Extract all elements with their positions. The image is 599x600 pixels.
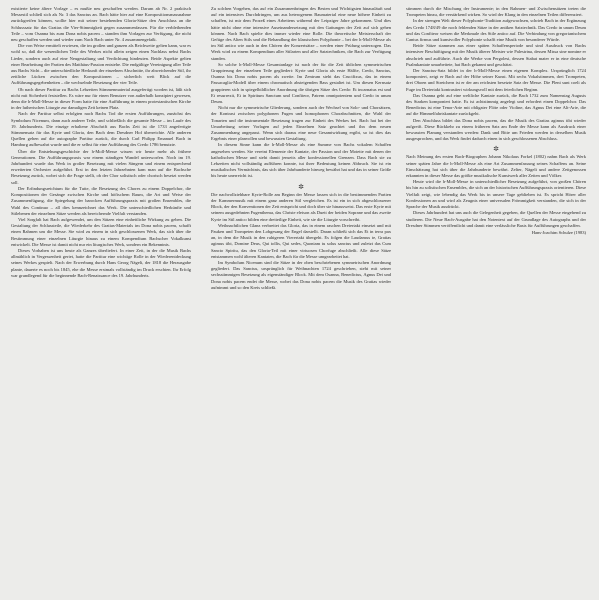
paragraph: Dieses Jahrhundert hat uns auch die Gelegenheit gegeben, die Quellen der Messe eingehend zu studieren. Die Neue Bach-Ausgabe hat den Notentext auf der Grundlage des Autographs und der Dresdner Stimmen veröffentlicht und damit eine verlässliche Basis für Aufführungen geschaffen. [406, 210, 586, 228]
paragraph: Dieses Vorhaben ist uns heute als Ganzes überliefert. In einer Zeit, in der die Musik Bachs allmählich in Vergessenheit geriet, hatte die Partitur eine wichtige Rolle in der Wiederentdeckung seines Werkes gespielt. Nach der Erwerbung durch Hans Georg Nägeli, der 1818 die Herausgabe plante, dauerte es noch bis 1845, ehe die Messe erstmals vollständig im Druck erschien. Ihr Erfolg war grundlegend für die beginnende Bach-Renaissance des 19. Jahrhunderts. [11, 247, 191, 278]
paragraph: Ob nach dieser Partitur zu Bachs Lebzeiten Stimmenmaterial ausgefertigt worden ist, läßt sich nicht mit Sicherheit feststellen. Es wäre nur für einen Benutzer von außerhalb konzipiert gewesen, denn die h-Moll-Messe in dieser Form hatte für eine Aufführung in einem protestantischen Kirche in der lutherischen Liturgie zur damaligen Zeit keinen Platz. [11, 86, 191, 111]
paragraph: So solche h-Moll-Messe Gesamtanlage ist nach der für die Zeit üblichen symmetrischen Gruppierung der einzelnen Teile gegliedert: Kyrie und Gloria als erste Hälfte, Credo, Sanctus, Osanna bis Dona nobis pacem als zweite. Im Zentrum steht das Crucifixus, das in einem Passacaglia-Modell über einem chromatisch absteigenden Bass gestaltet ist. Um diesen Kernsatz gruppieren sich in spiegelbildlicher Anordnung die übrigen Sätze des Credo: Et incarnatus est und Et resurrexit, Et in Spiritum Sanctum und Confiteor, Patrem omnipotentem und Credo in unum Deum. [211, 61, 391, 105]
paragraph: Der Erfindungsreichtum für die Tutte, die Besetzung des Chores zu einem Doppelchor, die Kompositionen der Gesänge zwischen Kirche und höfischem Raum, die Art und Weise der Zusammenfügung, die Spiegelung der barocken Aufführungspraxis mit großen Ensembles, die Wahl des Continuo – all dies kennzeichnet das Werk. Die unterschiedlichen Herkünfte und Stilebenen der einzelnen Sätze werden als bereichernde Vielfalt verstanden. [11, 185, 191, 216]
paragraph: stimmen durch die Mischung der Instrumente; in den Rahmen- und Zwischensätzen treten die Trompeten hinzu, die verstärkend wirken. So wird der Klang in den einzelnen Teilen differenziert. [406, 6, 586, 18]
paragraph: Die von Weise ermittelt erwiesen, die im großen und ganzen als Reichweite gelten kann, war es wohl so, daß die wesentlichen Teile des Werkes nicht allein zeigen einen Nachlass nebst Bachs Lieder, sondern auch auf eine Neugestaltung und Verdichtung hindeuten. Beide Aspekte gelten einer Bearbeitung der Partien des Matthäus-Passion entstehe. Die endgültige Vereinigung aller Teile aus Bachs Sicht – die unterschiedliche Herkunft der einzelnen Abschnitte, ihr abweichender Stil, ihr zeitliche Lücken zwischen den Kompositionen – sicherlich weit Blick auf die Aufführungsgegebenheiten – die wechselnde Besetzung der vier Teile. [11, 43, 191, 86]
paragraph: Die nachvollziehbare Kyrie-Rolle am Beginn der Messe lassen sich in die bestimmenden Partien der Kammermusik mit einem ganz anderen Stil vergleichen. Es ist ein in sich abgeschlossener Block, der den Konventionen der Zeit entspricht und doch über sie hinausweist. Das erste Kyrie mit seinem ausgedehnten Fugenthema, das Christe eleison als Duett der beiden Soprane und das zweite Kyrie im Stil antico bilden eine dreiteilige Einheit, wie sie die Liturgie vorschreibt. [211, 191, 391, 222]
paragraph: Nicht nur die symmetrische Gliederung, sondern auch der Wechsel von Solo- und Chorsätzen, der Kontrast zwischen polyphonen Fugen und homophonen Chorabschnitten, die Wahl der Tonarten und die instrumentale Besetzung tragen zur Einheit des Werkes bei. Bach hat bei der Umarbeitung seiner Vorlagen auf jeden Einzelnen Satz geachtet und ihn dem neuen Zusammenhang angepasst. Wenn sich daraus eine neue Gesamtwirkung ergibt, so ist dies das Ergebnis einer planvollen und bewussten Gestaltung. [211, 105, 391, 142]
paragraph: Zu solchen Vorgehen, das auf ein Zusammenbringen des Besten und Wichtigsten hinausläuft und auf ein intensives Durchdringen, um aus heterogenem Baumaterial eine neue höhere Einheit zu schaffen, ist mir dem Prozeß eines Arbeitens während der Leipziger Jahre gekommen. Und dies hätte nicht ohne eine intensive Auseinandersetzung mit den Gattungen der Zeit auf sich gehen können. Nach Bach spielte dies immer wieder eine Rolle. Die theoretische Meisterschaft der Gefüge des Alten Stils und die Behandlung der klassischen Polyphonie – bei der h-Moll-Messe als im Stil antico wie auch in den Chören der Konzertsätze – werden einer Prüfung unterzogen. Das Werk wird zu einem Kompendium aller Stilarten und aller Satztechniken, die Bach zur Verfügung standen. [211, 6, 391, 61]
text-column-3 [406, 6, 586, 236]
paragraph: Über die Entstehungsgeschichte der h-Moll-Messe wissen wir heute mehr als frühere Generationen. Die Aufführungspraxis war einem ständigen Wandel unterworfen. Noch im 19. Jahrhundert wurde das Werk in großer Besetzung mit vielen Sängern und einem entsprechend erweiterten Orchester aufgeführt. Erst in den letzten Jahrzehnten kam man auf die Bachsche Besetzung zurück, wobei sich die Frage stellt, ob der Chor solistisch oder chorisch besetzt werden soll. [11, 148, 191, 185]
paragraph: Heute wird die h-Moll-Messe in unterschiedlicher Besetzung aufgeführt, von großen Chören bis hin zu solistischen Ensembles, die sich an der historischen Aufführungspraxis orientieren. Diese Vielfalt zeigt, wie lebendig das Werk bis in unsere Tage geblieben ist. Es spricht Hörer aller Konfessionen an und wird als Zeugnis einer universalen Frömmigkeit verstanden, die sich in der Sprache der Musik ausdrückt. [406, 179, 586, 210]
text-column-2 [211, 6, 391, 291]
text-column-1 [11, 6, 191, 279]
paragraph: Nach Meinung des ersten Bach-Biographen Johann Nikolaus Forkel (1802) nahm Bach als Werk seiner späten Jahre die h-Moll-Messe als eine Art Zusammenfassung seines Schaffens an. Seine Einschätzung hat sich über die Jahrhunderte bewährt. Zelter, Nägeli und andere Zeitgenossen erkannten in dieser Messe das größte musikalische Kunstwerk aller Zeiten und Völker. [406, 154, 586, 179]
paragraph: Weihnachtlichen Glanz verbreitet das Gloria, das in einem raschen Dreiertakt einsetzt und mit Pauken und Trompeten den Lobgesang der Engel darstellt. Daran schließt sich das Et in terra pax an, in dem die Musik in den ruhigeren Vierertakt übergeht. Es folgen die Laudamus te, Gratias agimus tibi, Domine Deus, Qui tollis, Qui sedes, Quoniam tu solus sanctus und zuletzt das Cum Sancto Spiritu, das den Gloria-Teil mit einer virtuosen Chorfuge abschließt. Alle diese Sätze entstammen wohl älteren Kantaten, die Bach für die Messe umgearbeitet hat. [211, 222, 391, 259]
section-ornament: ✲ [298, 182, 304, 191]
paragraph: Im Symbolum Nicenum sind die Sätze in der oben beschriebenen symmetrischen Anordnung gegliedert. Das Sanctus, ursprünglich für Weihnachten 1724 geschrieben, steht mit seiner sechsstimmigen Besetzung als eigenständiger Block. Mit dem Osanna, Benedictus, Agnus Dei und Dona nobis pacem endet die Messe, wobei das Dona nobis pacem die Musik des Gratias wieder aufnimmt und so den Kreis schließt. [211, 259, 391, 290]
paragraph: Viel Sorgfalt hat Bach aufgewendet, um den Sätzen eine einheitliche Wirkung zu geben. Die Gestaltung der Schlussteile, die Wiederkehr des Gratias-Materials im Dona nobis pacem, schafft einen Rahmen um die Messe. Sie wird zu einem in sich geschlossenen Werk, das sich über die Bestimmung einer einzelnen Liturgie hinaus zu einem Kompendium Bachscher Vokalkunst entwickelt. Die Messe ist damit nicht nur ein liturgisches Werk, sondern ein Bekenntnis. [11, 216, 191, 247]
paragraph: Der Sanctus-Satz bildet in der h-Moll-Messe einen eigenen Komplex. Ursprünglich 1724 komponiert, zeigt er Bach auf der Höhe seiner Kunst. Mit sechs Vokalstimmen, drei Trompeten, drei Oboen und Streichern ist er der am reichsten besetzte Satz der Messe. Die Pleni sunt coeli als Fuge im Dreiertakt kontrastiert wirkungsvoll mit dem feierlichen Beginn. [406, 68, 586, 92]
paragraph: Das Osanna geht auf eine weltliche Kantate zurück, die Bach 1732 zum Namenstag Augusts des Starken komponiert hatte. Es ist achtstimmig angelegt und erfordert einen Doppelchor. Das Benedictus ist eine Tenor-Arie mit obligater Flöte oder Violine, das Agnus Dei eine Alt-Arie, die auf die Himmelfahrtskantate zurückgeht. [406, 92, 586, 117]
section-ornament: ✲ [493, 145, 499, 154]
paragraph: In diesem Sinne kann die h-Moll-Messe als eine Summe von Bachs vokalem Schaffen angesehen werden. Sie vereint Elemente der Kantate, der Passion und der Motette mit denen der katholischen Messe und steht damit jenseits aller konfessionellen Grenzen. Dass Bach sie zu Lebzeiten nicht vollständig aufführen konnte, tut ihrer Bedeutung keinen Abbruch. Sie ist ein musikalisches Vermächtnis, das sich über Jahrhunderte hinweg bewährt hat und das in seiner Größe bis heute unerreicht ist. [211, 142, 391, 179]
paragraph: Den Abschluss bildet das Dona nobis pacem, das die Musik des Gratias agimus tibi wieder aufgreift. Diese Rückkehr zu einem früheren Satz am Ende der Messe kann als Ausdruck einer bewussten Planung verstanden werden: Dank und Bitte um Frieden werden in derselben Musik ausgesprochen, und das Werk findet dadurch einen in sich geschlossenen Abschluss. [406, 117, 586, 142]
paragraph: Nach der Partitur selbst erfolgten nach Bachs Tod die ersten Aufführungen, zunächst des Symbolum Nicenum, dann auch anderer Teile, und schließlich die gesamte Messe – im Laufe des 19. Jahrhunderts. Die einzige erhaltene Abschrift aus Bachs Zeit ist die 1733 angefertigte Stimmensatz für das Kyrie und Gloria, den Bach dem Dresdner Hof überreichte. Alle anderen Quellen gehen auf die autographe Partitur zurück, die durch Carl Philipp Emanuel Bach in Hamburg aufbewahrt wurde und die er selbst für eine Aufführung des Credo 1786 benutzte. [11, 111, 191, 148]
author-signature: Hans-Joachim Schulze (1983) [531, 229, 586, 235]
paragraph: In der strengen Welt dieser Polyphonie-Tradition aufgewachsen, schrieb Bach in der Ergänzung des Credo 1748/49 die noch fehlenden Sätze in der antiken Satztechnik. Das Credo in unum Deum und das Confiteor weisen die Merkmale des Stile antico auf. Die Verbindung von gregorianischem Cantus firmus und kunstvoller Polyphonie schafft eine Musik von besonderer Würde. [406, 18, 586, 43]
paragraph: existierte keine ältere Vorlage – es mußte neu geschaffen werden. Darum ab Nr. 2 praktisch Messestil schließ sich als Nr. 3 das Sanctus an. Bach hätte hier auf eine Kompositionsmassnahme zurückgreifen können, wollte hier mit seiner bestehenden Gloria-Sätze den Anschluss an die Schlusssatz für das Gratias die Vier-Stimmigkeit gegen zusammenfassen. Für die verbleibenden Teile – vom Osanna bis zum Dona nobis pacem – standen ihm Vorlagen zur Verfügung, die nicht neu geschaffen werden und wieder zum Nach Bach unter Nr. 4 zusammengefaßt. [11, 6, 191, 43]
paragraph: Beide Sätze stammen aus einer späten Schaffensperiode und sind Ausdruck von Bachs intensiver Beschäftigung mit der Musik älterer Meister wie Palestrina, dessen Missa sine nomine er abschrieb und aufführte. Auch die Werke von Pergolesi, dessen Stabat mater er in eine deutsche Psalmkantate umarbeitete, hat Bach gekannt und geschätzt. [406, 43, 586, 67]
